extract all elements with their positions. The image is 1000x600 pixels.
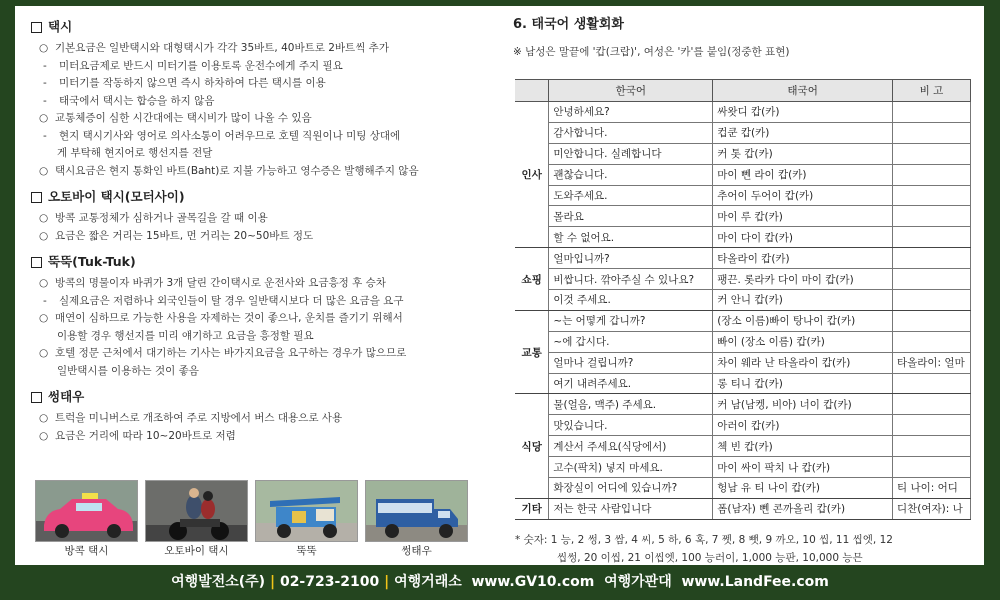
thai-cell: 아러이 캅(카): [713, 415, 893, 436]
table-row: [515, 248, 971, 269]
category-cell: 기타: [515, 498, 549, 519]
note-cell: [892, 394, 970, 415]
korean-cell: 미안합니다. 실례합니다: [549, 143, 713, 164]
note-cell: 타올라이: 얼마: [892, 352, 970, 373]
note-cell: [892, 102, 970, 123]
photo-caption: 썽태우: [401, 545, 432, 557]
note-cell: [892, 457, 970, 478]
bullet-text: 요금은 거리에 따라 10~20바트로 저렴: [55, 429, 236, 442]
bullet-text: 방콕의 명물이자 바퀴가 3개 달린 간이택시로 운전사와 요금흥정 후 승차: [55, 277, 386, 289]
korean-cell: 도와주세요.: [549, 185, 713, 206]
thai-cell: 컵쿤 캅(카): [713, 122, 893, 143]
thai-cell: 빠이 (장소 이름) 캅(카): [713, 331, 893, 352]
bullet-line: [31, 328, 479, 346]
table-row: [515, 373, 971, 394]
thai-cell: 타올라이 캅(카): [713, 248, 893, 269]
korean-cell: 안녕하세요?: [549, 102, 713, 123]
bullet-line: [31, 363, 479, 381]
table-row: [515, 394, 971, 415]
note-cell: [892, 248, 970, 269]
thai-cell: 첵 빈 캅(카): [713, 436, 893, 457]
document-sheet: [15, 6, 984, 565]
table-row: [515, 206, 971, 227]
bullet-text: 태국에서 택시는 합승을 하지 않음: [59, 94, 215, 107]
photo-taxi: [35, 480, 138, 562]
checkbox-square-icon: [31, 392, 42, 403]
thai-cell: 차이 웨라 난 타올라이 캅(카): [713, 352, 893, 373]
korean-cell: 감사합니다.: [549, 122, 713, 143]
note-cell: [892, 269, 970, 290]
korean-cell: 여기 내려주세요.: [549, 373, 713, 394]
thai-cell: 마이 다이 캅(카): [713, 227, 893, 248]
korean-cell: 화장실이 어디에 있습니까?: [549, 478, 713, 499]
table-row: [515, 457, 971, 478]
circle-bullet-icon: ○: [39, 347, 49, 359]
circle-bullet-icon: ○: [39, 277, 49, 289]
table-row: [515, 102, 971, 123]
thai-cell: 마이 루 캅(카): [713, 206, 893, 227]
bullet-line: [31, 110, 479, 128]
taxi-photo-icon: [35, 480, 138, 542]
section-tuktuk: [31, 253, 479, 380]
phrase-table-body: [515, 102, 971, 520]
note-cell: [892, 122, 970, 143]
bullet-text: 실제요금은 저렴하나 외국인들이 탈 경우 일반택시보다 더 많은 요금을 요구: [59, 294, 404, 307]
bullet-text: 미터기를 작동하지 않으면 즉시 하차하여 다른 택시를 이용: [59, 77, 326, 89]
korean-cell: 물(얼음, 맥주) 주세요.: [549, 394, 713, 415]
bullet-line: [31, 163, 479, 181]
photo-caption: 오토바이 택시: [164, 545, 229, 557]
bullet-line: [31, 75, 479, 93]
thai-cell: 팽끈. 롯라카 다이 마이 캅(카): [713, 269, 893, 290]
table-row: [515, 269, 971, 290]
photo-moto: [145, 480, 248, 562]
tuktuk-photo-icon: [255, 480, 358, 542]
photo-caption: 뚝뚝: [296, 545, 317, 557]
website-link[interactable]: www.GV10.com: [471, 574, 595, 590]
exchange-label: 여행거래소: [394, 574, 462, 590]
company-name: 여행발전소(주): [171, 574, 266, 590]
circle-bullet-icon: ○: [39, 112, 49, 124]
bullet-line: [31, 58, 479, 76]
note-cell: [892, 185, 970, 206]
note-cell: [892, 206, 970, 227]
dash-bullet-icon: -: [43, 59, 47, 72]
category-cell: 쇼핑: [515, 248, 549, 311]
table-row: [515, 143, 971, 164]
thai-cell: 커 톳 캅(카): [713, 143, 893, 164]
photo-songthaew: [365, 480, 468, 562]
note-cell: 디찬(여자): 나: [892, 498, 970, 519]
thai-cell: (장소 이름)빠이 탕나이 캅(카): [713, 310, 893, 331]
bullet-text: 택시요금은 현지 통화인 바트(Baht)로 지불 가능하고 영수증은 발행해주지 않음: [55, 164, 419, 177]
note-header: 비 고: [892, 80, 970, 102]
table-row: [515, 436, 971, 457]
footer-banner: [0, 568, 1000, 596]
korean-cell: 비쌉니다. 깎아주실 수 있나요?: [549, 269, 713, 290]
numbers-note: [515, 531, 893, 567]
phrasebook-title: 6. 태국어 생활회화: [513, 17, 624, 32]
bullet-text: 이용할 경우 행선지를 미리 얘기하고 요금을 흥정할 필요: [57, 329, 314, 342]
korean-cell: 몰라요: [549, 206, 713, 227]
table-row: [515, 352, 971, 373]
note-cell: [892, 227, 970, 248]
bullet-line: [31, 428, 479, 446]
thai-cell: 헝남 유 티 나이 캅(카): [713, 478, 893, 499]
korean-cell: 얼마나 걸립니까?: [549, 352, 713, 373]
dash-bullet-icon: -: [43, 129, 47, 142]
table-row: [515, 185, 971, 206]
thai-cell: 추어이 두어이 캅(카): [713, 185, 893, 206]
checkbox-square-icon: [31, 257, 42, 268]
korean-cell: 맛있습니다.: [549, 415, 713, 436]
section-heading: 택시: [48, 19, 73, 34]
category-cell: 교통: [515, 310, 549, 394]
photo-caption: 방콕 택시: [64, 545, 109, 557]
table-row: [515, 415, 971, 436]
bullet-line: [31, 93, 479, 111]
bullet-text: 요금은 짧은 거리는 15바트, 먼 거리는 20~50바트 정도: [55, 229, 314, 242]
korean-cell: 저는 한국 사람입니다: [549, 498, 713, 519]
note-cell: [892, 310, 970, 331]
table-row: [515, 478, 971, 499]
bullet-text: 일반택시를 이용하는 것이 좋음: [57, 364, 199, 377]
bullet-line: [31, 410, 479, 428]
korean-cell: ~에 갑시다.: [549, 331, 713, 352]
section-moto: [31, 188, 479, 245]
bullet-text: 호텔 정문 근처에서 대기하는 기사는 바가지요금을 요구하는 경우가 많으므로: [55, 347, 407, 359]
bullet-text: 방콕 교통정체가 심하거나 골목길을 갈 때 이용: [55, 212, 268, 224]
thai-cell: 커 안니 캅(카): [713, 290, 893, 311]
note-cell: [892, 290, 970, 311]
bullet-line: [31, 293, 479, 311]
bullet-line: [31, 128, 479, 146]
korean-cell: 얼마입니까?: [549, 248, 713, 269]
thai-cell: 싸왓디 캅(카): [713, 102, 893, 123]
bullet-line: [31, 210, 479, 228]
note-cell: [892, 143, 970, 164]
phone-number: 02-723-2100: [279, 574, 380, 590]
dash-bullet-icon: -: [43, 294, 47, 307]
thai-cell: 롱 티니 캅(카): [713, 373, 893, 394]
category-cell: 인사: [515, 102, 549, 248]
circle-bullet-icon: ○: [39, 229, 49, 242]
note-cell: [892, 415, 970, 436]
circle-bullet-icon: ○: [39, 164, 49, 177]
korean-cell: ~는 어떻게 갑니까?: [549, 310, 713, 331]
website-link[interactable]: www.LandFee.com: [681, 574, 829, 590]
board-label: 여행가판대: [604, 574, 672, 590]
divider: |: [269, 574, 276, 590]
table-header-row: [515, 80, 971, 102]
bullet-text: 교통체증이 심한 시간대에는 택시비가 많이 나올 수 있음: [55, 112, 312, 124]
korean-cell: 괜찮습니다.: [549, 164, 713, 185]
bullet-text: 미터요금제로 반드시 미터기를 이용토록 운전수에게 주지 필요: [59, 59, 343, 72]
dash-bullet-icon: -: [43, 77, 47, 89]
korean-cell: 고수(팍치) 넣지 마세요.: [549, 457, 713, 478]
korean-cell: 이것 주세요.: [549, 290, 713, 311]
section-heading: 오토바이 택시(모터사이): [48, 189, 185, 204]
bullet-line: [31, 345, 479, 363]
category-header: [515, 80, 549, 102]
section-heading: 썽태우: [48, 389, 85, 404]
numbers-line: 씹썽, 20 이씹, 21 이씹엣, 100 능러이, 1,000 능판, 10,000 능믄: [557, 552, 863, 564]
circle-bullet-icon: ○: [39, 429, 49, 442]
table-row: [515, 310, 971, 331]
politeness-note: ※ 남성은 말끝에 '캅(크랍)', 여성은 '카'를 붙임(정중한 표현): [513, 46, 790, 58]
korean-cell: 계산서 주세요(식당에서): [549, 436, 713, 457]
section-heading: 뚝뚝(Tuk-Tuk): [48, 254, 136, 269]
table-row: [515, 122, 971, 143]
circle-bullet-icon: ○: [39, 212, 49, 224]
circle-bullet-icon: ○: [39, 42, 49, 54]
note-cell: [892, 164, 970, 185]
korean-header: 한국어: [549, 80, 713, 102]
note-cell: [892, 436, 970, 457]
bullet-text: 기본요금은 일반택시와 대형택시가 각각 35바트, 40바트로 2바트씩 추가: [55, 42, 389, 54]
bullet-line: [31, 275, 479, 293]
divider: |: [384, 574, 390, 590]
bullet-text: 게 부탁해 현지어로 행선지를 전달: [57, 147, 213, 159]
thai-cell: 커 남(남켕, 비아) 너이 캅(카): [713, 394, 893, 415]
thai-cell: 마이 싸이 팍치 나 캅(카): [713, 457, 893, 478]
table-row: [515, 164, 971, 185]
table-row: [515, 498, 971, 519]
note-cell: [892, 331, 970, 352]
circle-bullet-icon: ○: [39, 312, 49, 324]
bullet-line: [31, 228, 479, 246]
checkbox-square-icon: [31, 22, 42, 33]
songthaew-photo-icon: [365, 480, 468, 542]
thai-cell: 마이 뻰 라이 캅(카): [713, 164, 893, 185]
checkbox-square-icon: [31, 192, 42, 203]
thai-header: 태국어: [713, 80, 893, 102]
bullet-text: 매연이 심하므로 가능한 사용을 자제하는 것이 좋으나, 운치를 즐기기 위해서: [55, 312, 403, 324]
bullet-line: [31, 40, 479, 58]
korean-cell: 할 수 없어요.: [549, 227, 713, 248]
phrasebook-column: [501, 12, 971, 564]
numbers-line: * 숫자: 1 능, 2 썽, 3 쌈, 4 씨, 5 하, 6 혹, 7 쩻, 8 뺏, 9 까오, 10 씹, 11 씹엣, 12: [515, 534, 893, 546]
dash-bullet-icon: -: [43, 94, 47, 107]
bullet-line: [31, 310, 479, 328]
motorbike-photo-icon: [145, 480, 248, 542]
note-cell: 티 나이: 어디: [892, 478, 970, 499]
circle-bullet-icon: ○: [39, 412, 49, 424]
table-row: [515, 331, 971, 352]
bullet-text: 트럭을 미니버스로 개조하여 주로 지방에서 버스 대용으로 사용: [55, 412, 343, 424]
thai-cell: 폼(남자) 뻰 콘까올리 캅(카): [713, 498, 893, 519]
photo-tuktuk: [255, 480, 358, 562]
table-row: [515, 290, 971, 311]
phrase-table: [515, 79, 971, 520]
transport-column: [31, 12, 479, 453]
table-row: [515, 227, 971, 248]
note-cell: [892, 373, 970, 394]
section-taxi: [31, 18, 479, 180]
section-songthaew: [31, 388, 479, 445]
category-cell: 식당: [515, 394, 549, 498]
photo-strip: [35, 480, 475, 562]
bullet-text: 현지 택시기사와 영어로 의사소통이 어려우므로 호텔 직원이나 미팅 상대에: [59, 129, 401, 142]
bullet-line: [31, 145, 479, 163]
